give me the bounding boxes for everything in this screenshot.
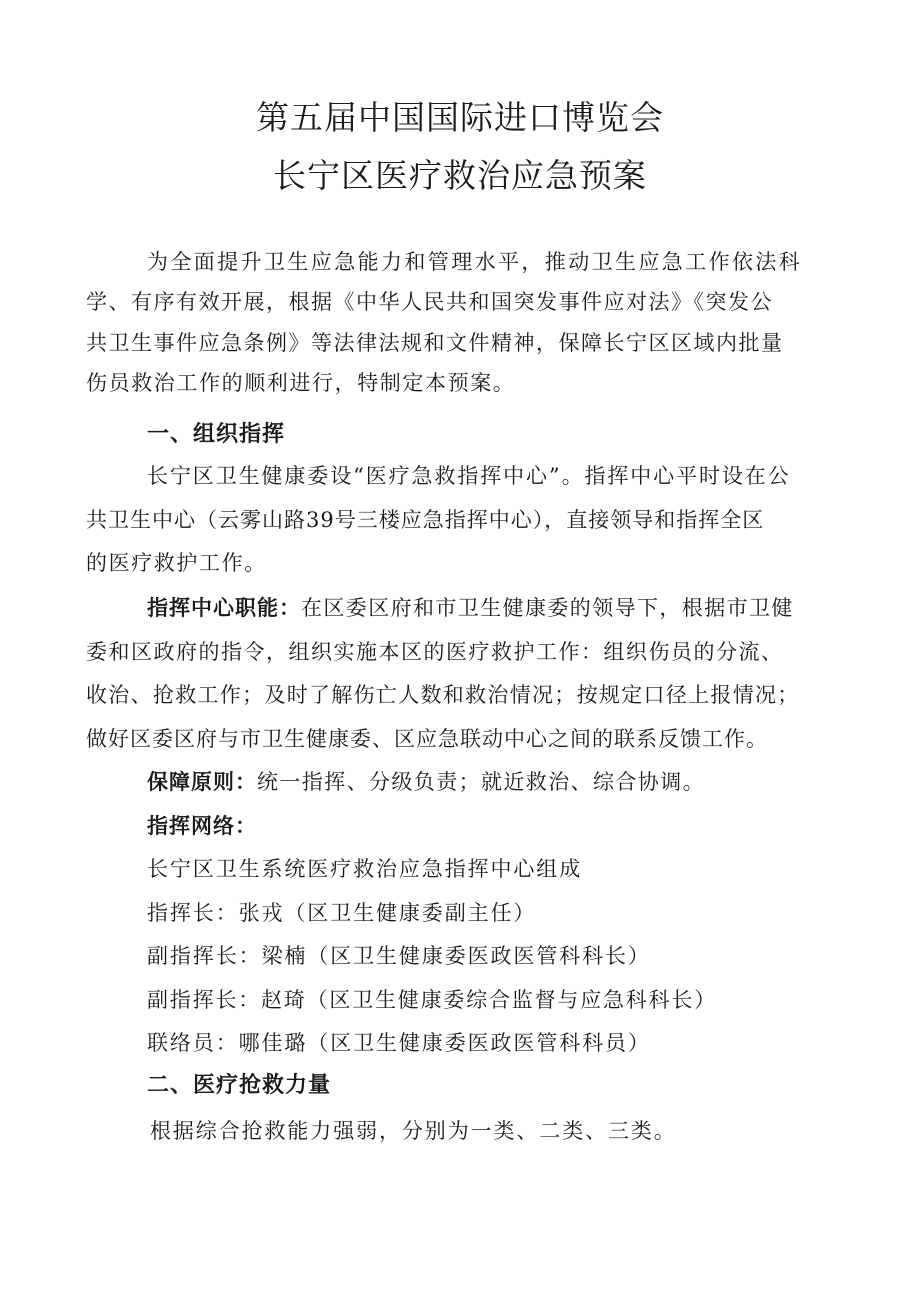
network-member: 联络员：哪佳璐（区卫生健康委医政医管科科员） — [147, 1031, 651, 1055]
duties-line-3: 收治、抢救工作；及时了解伤亡人数和救治情况；按规定口径上报情况； — [86, 683, 800, 707]
section-2-heading: 二、医疗抢救力量 — [147, 1073, 332, 1098]
command-center-line-2: 共卫生中心（云雾山路39号三楼应急指挥中心），直接领导和指挥全区 — [86, 508, 765, 532]
principles-line — [147, 767, 705, 797]
duties-line-1 — [147, 593, 794, 623]
network-member: 指挥长：张戎（区卫生健康委副主任） — [147, 901, 537, 925]
duties-label: 指挥中心职能： — [147, 596, 301, 620]
document-title-line-1: 第五届中国国际进口博览会 — [256, 98, 664, 137]
command-center-line-1: 长宁区卫生健康委设“医疗急救指挥中心”。指挥中心平时设在公 — [147, 464, 791, 488]
rescue-force-paragraph: 根据综合抢救能力强弱，分别为一类、二类、三类。 — [150, 1119, 677, 1143]
duties-text-1: 在区委区府和市卫生健康委的领导下，根据市卫健 — [301, 596, 794, 620]
network-member: 副指挥长：梁楠（区卫生健康委医政医管科科长） — [147, 944, 651, 968]
document-title-line-2: 长宁区医疗救治应急预案 — [273, 156, 647, 195]
duties-line-4: 做好区委区府与市卫生健康委、区应急联动中心之间的联系反馈工作。 — [86, 727, 768, 751]
principles-label: 保障原则： — [147, 770, 257, 794]
principles-text: 统一指挥、分级负责；就近救治、综合协调。 — [257, 770, 705, 794]
command-center-line-3: 的医疗救护工作。 — [86, 551, 267, 575]
intro-line-3: 共卫生事件应急条例》等法律法规和文件精神，保障长宁区区域内批量 — [86, 331, 784, 355]
intro-line-4: 伤员救治工作的顺利进行，特制定本预案。 — [86, 371, 516, 395]
duties-line-2: 委和区政府的指令，组织实施本区的医疗救护工作：组织伤员的分流、 — [86, 640, 784, 664]
intro-line-1: 为全面提升卫生应急能力和管理水平，推动卫生应急工作依法科 — [147, 250, 803, 274]
network-composition: 长宁区卫生系统医疗救治应急指挥中心组成 — [147, 857, 583, 881]
section-1-heading: 一、组织指挥 — [147, 422, 286, 447]
network-label: 指挥网络： — [147, 814, 257, 838]
network-member: 副指挥长：赵琦（区卫生健康委综合监督与应急科科长） — [147, 988, 717, 1012]
intro-line-2: 学、有序有效开展，根据《中华人民共和国突发事件应对法》《突发公 — [86, 290, 773, 314]
